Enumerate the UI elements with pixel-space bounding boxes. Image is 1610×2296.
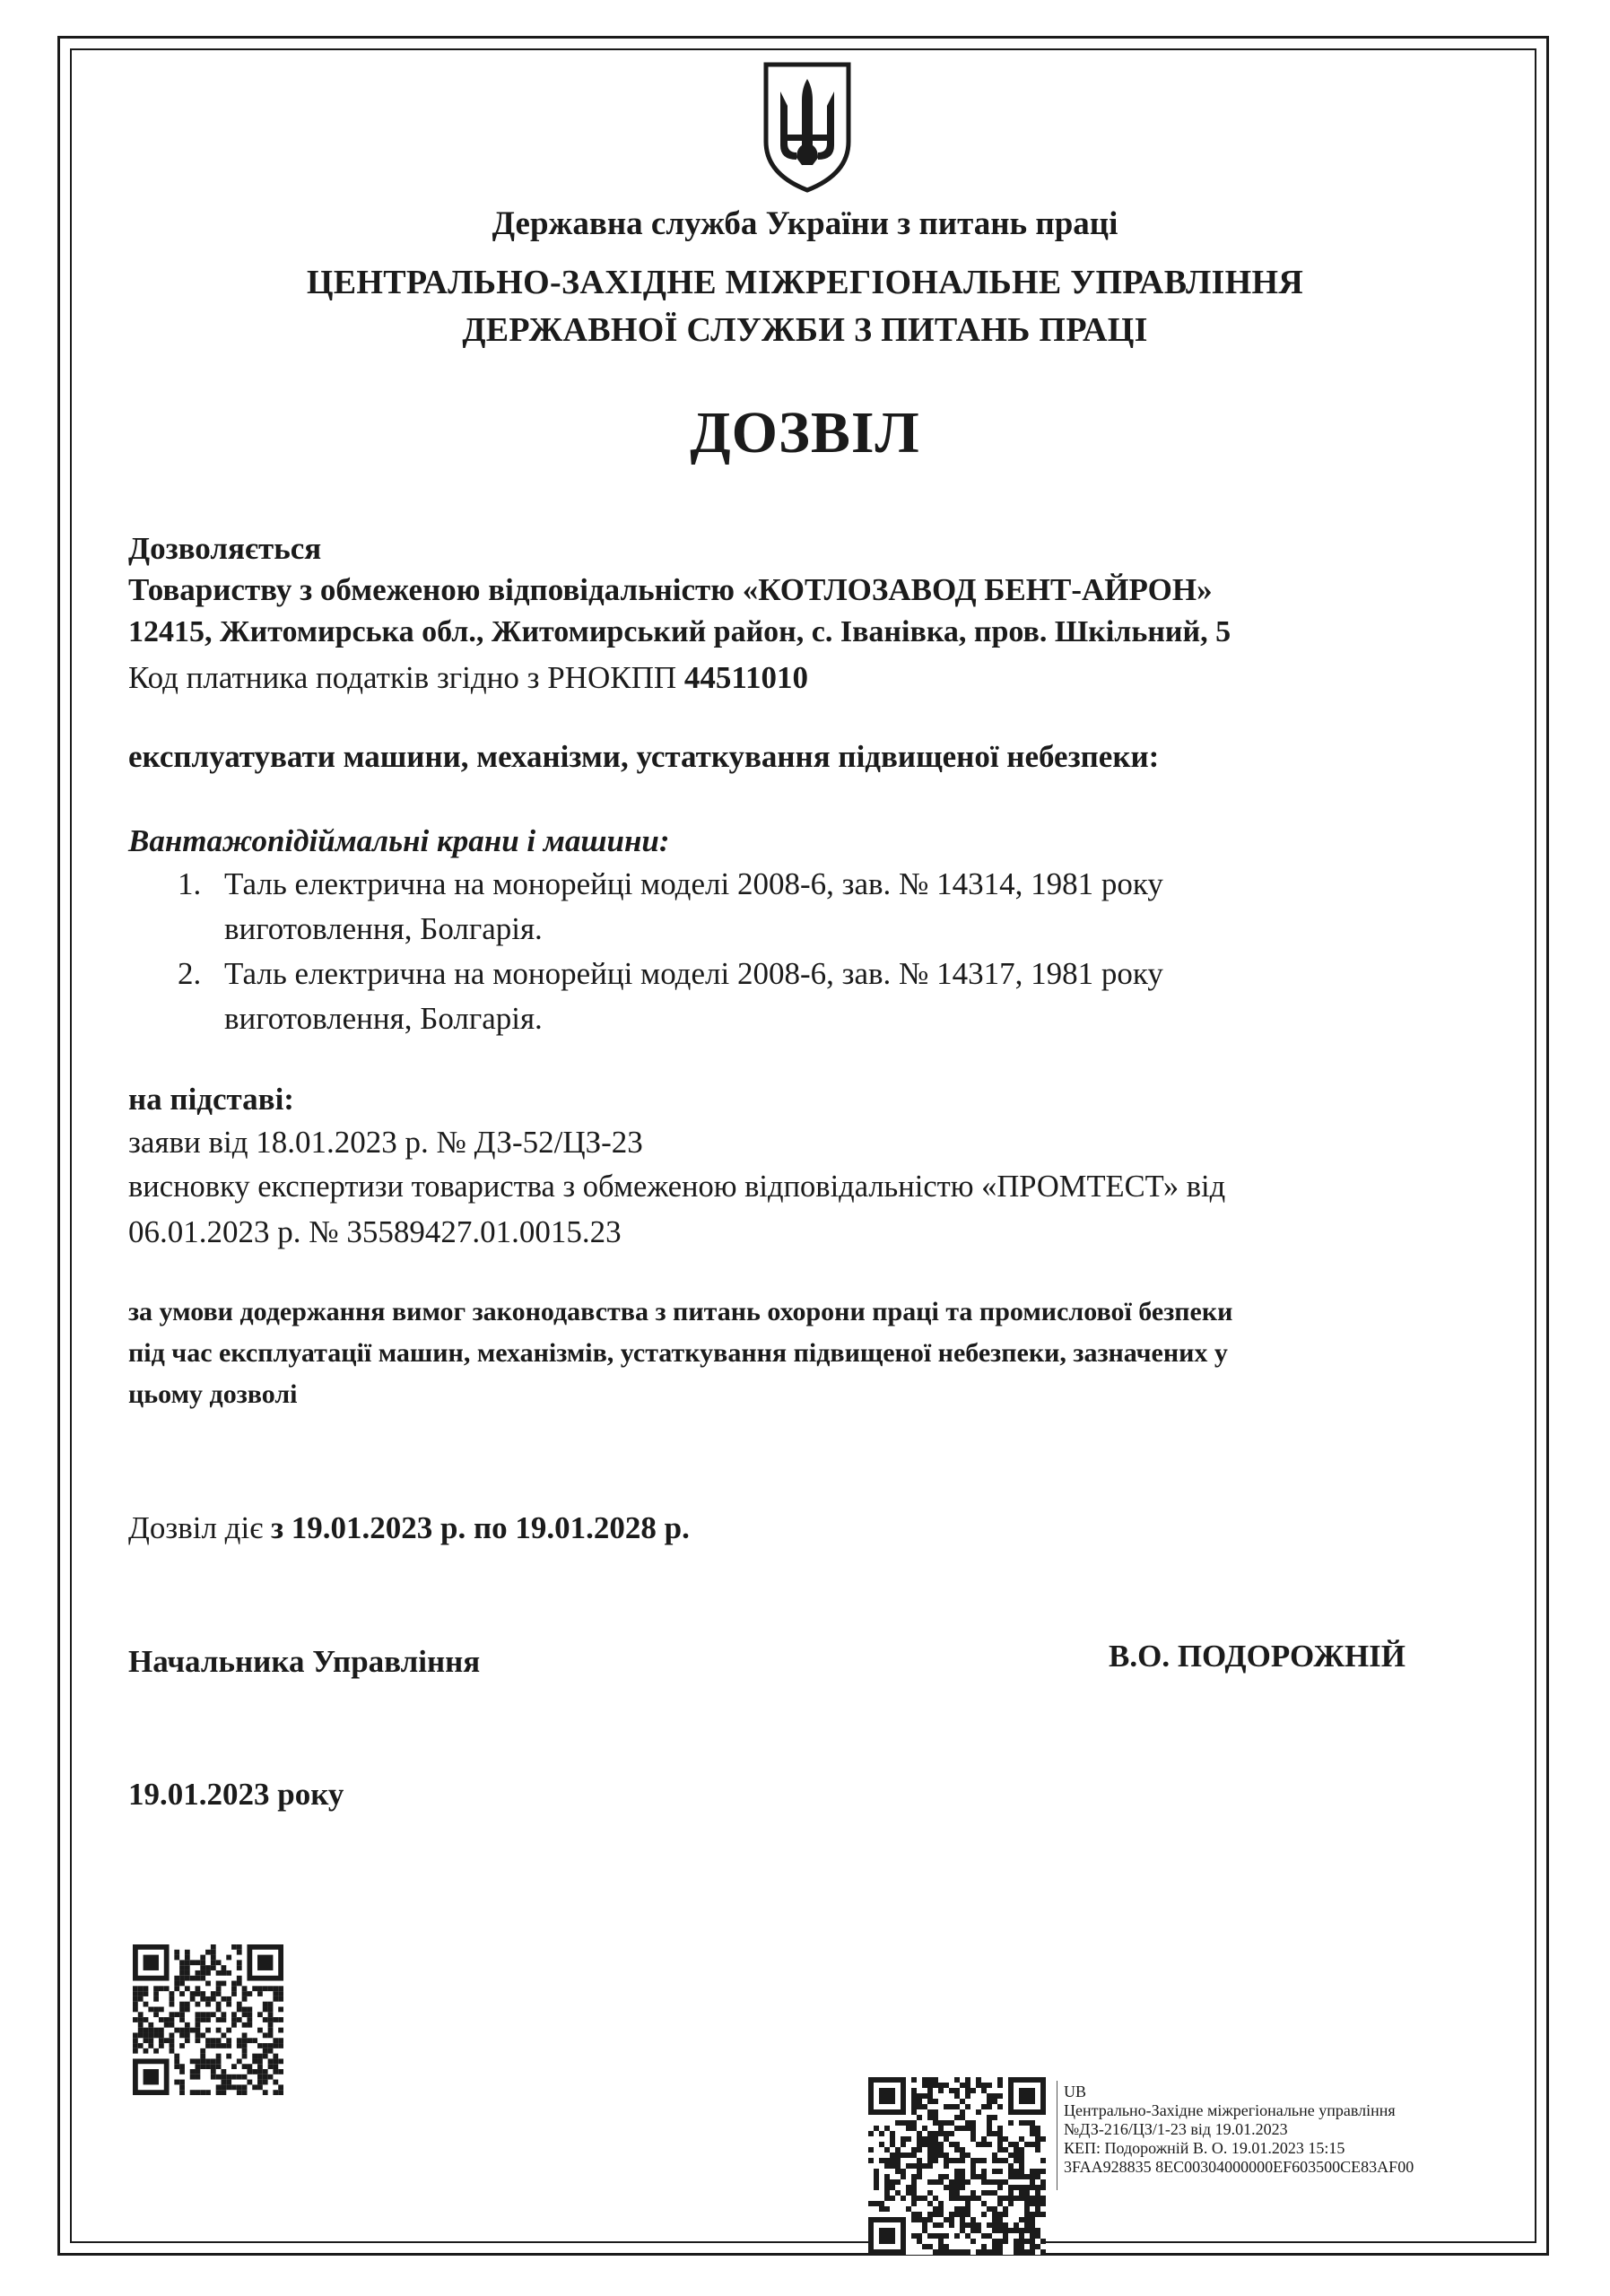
validity-range: з 19.01.2023 р. по 19.01.2028 р. [270,1510,690,1545]
stamp-line: Центрально-Західне міжрегіональне управління [1064,2101,1396,2119]
tax-code-label: Код платника податків згідно з РНОКПП [128,660,677,695]
electronic-signature-stamp [1064,2083,1414,2177]
tax-code-line [128,659,808,697]
qr-code-icon [133,1944,283,2095]
stamp-line: №ДЗ-216/ЦЗ/1-23 від 19.01.2023 [1064,2120,1288,2138]
list-item-line: Таль електрична на монорейці моделі 2008-6, зав. № 14317, 1981 року [224,956,1163,991]
signatory-position: Начальника Управління [128,1644,481,1679]
basis-line-2: висновку експертизи товариства з обмеженою відповідальністю «ПРОМТЕСТ» від [128,1170,1226,1204]
permission-category: Вантажопідіймальні крани і машини: [128,823,670,858]
basis-line-1: заяви від 18.01.2023 р. № ДЗ-52/ЦЗ-23 [128,1125,643,1160]
signature-stamp-border [1057,2081,1061,2190]
basis-heading: на підставі: [128,1082,294,1117]
stamp-line: 3FAA928835 8EC00304000000EF603500CE83AF00 [1064,2158,1414,2176]
agency-name: Державна служба України з питань праці [492,205,1118,242]
list-item-line: Таль електрична на монорейці моделі 2008-6, зав. № 14314, 1981 року [224,866,1163,901]
validity-prefix: Дозвіл діє [128,1510,271,1545]
stamp-line: UB [1064,2083,1087,2100]
permission-activity: експлуатувати машини, механізми, устаткування підвищеної небезпеки: [128,739,1160,774]
conditions-line-1: за умови додержання вимог законодавства з питань охорони праці та промислової безпеки [128,1297,1233,1326]
grantee-address: 12415, Житомирська обл., Житомирський район, с. Іванівка, пров. Шкільний, 5 [128,615,1231,648]
basis-line-3: 06.01.2023 р. № 35589427.01.0015.23 [128,1214,622,1249]
qr-code-icon [868,2077,1046,2255]
list-item-line: виготовлення, Болгарія. [224,1001,543,1036]
stamp-line: КЕП: Подорожній В. О. 19.01.2023 15:15 [1064,2139,1345,2157]
conditions-line-3: цьому дозволі [128,1379,298,1409]
grantee-company: Товариству з обмеженою відповідальністю «КОТЛОЗАВОД БЕНТ-АЙРОН» [128,572,1213,607]
grantee-intro: Дозволяється [128,531,322,566]
signatory-name: В.О. ПОДОРОЖНІЙ [1109,1639,1406,1674]
issue-date: 19.01.2023 року [128,1777,344,1812]
conditions-line-2: під час експлуатації машин, механізмів, устаткування підвищеної небезпеки, зазначених у [128,1338,1228,1368]
tax-code-value: 44511010 [683,660,808,695]
trident-coat-of-arms-icon [761,59,854,194]
department-line-1: ЦЕНТРАЛЬНО-ЗАХІДНЕ МІЖРЕГІОНАЛЬНЕ УПРАВЛІННЯ [306,264,1304,301]
list-item-number: 1. [178,866,202,901]
department-line-2: ДЕРЖАВНОЇ СЛУЖБИ З ПИТАНЬ ПРАЦІ [462,311,1148,349]
validity-line [128,1509,690,1547]
document-title: ДОЗВІЛ [690,400,920,465]
list-item-number: 2. [178,956,202,991]
list-item-line: виготовлення, Болгарія. [224,911,543,946]
